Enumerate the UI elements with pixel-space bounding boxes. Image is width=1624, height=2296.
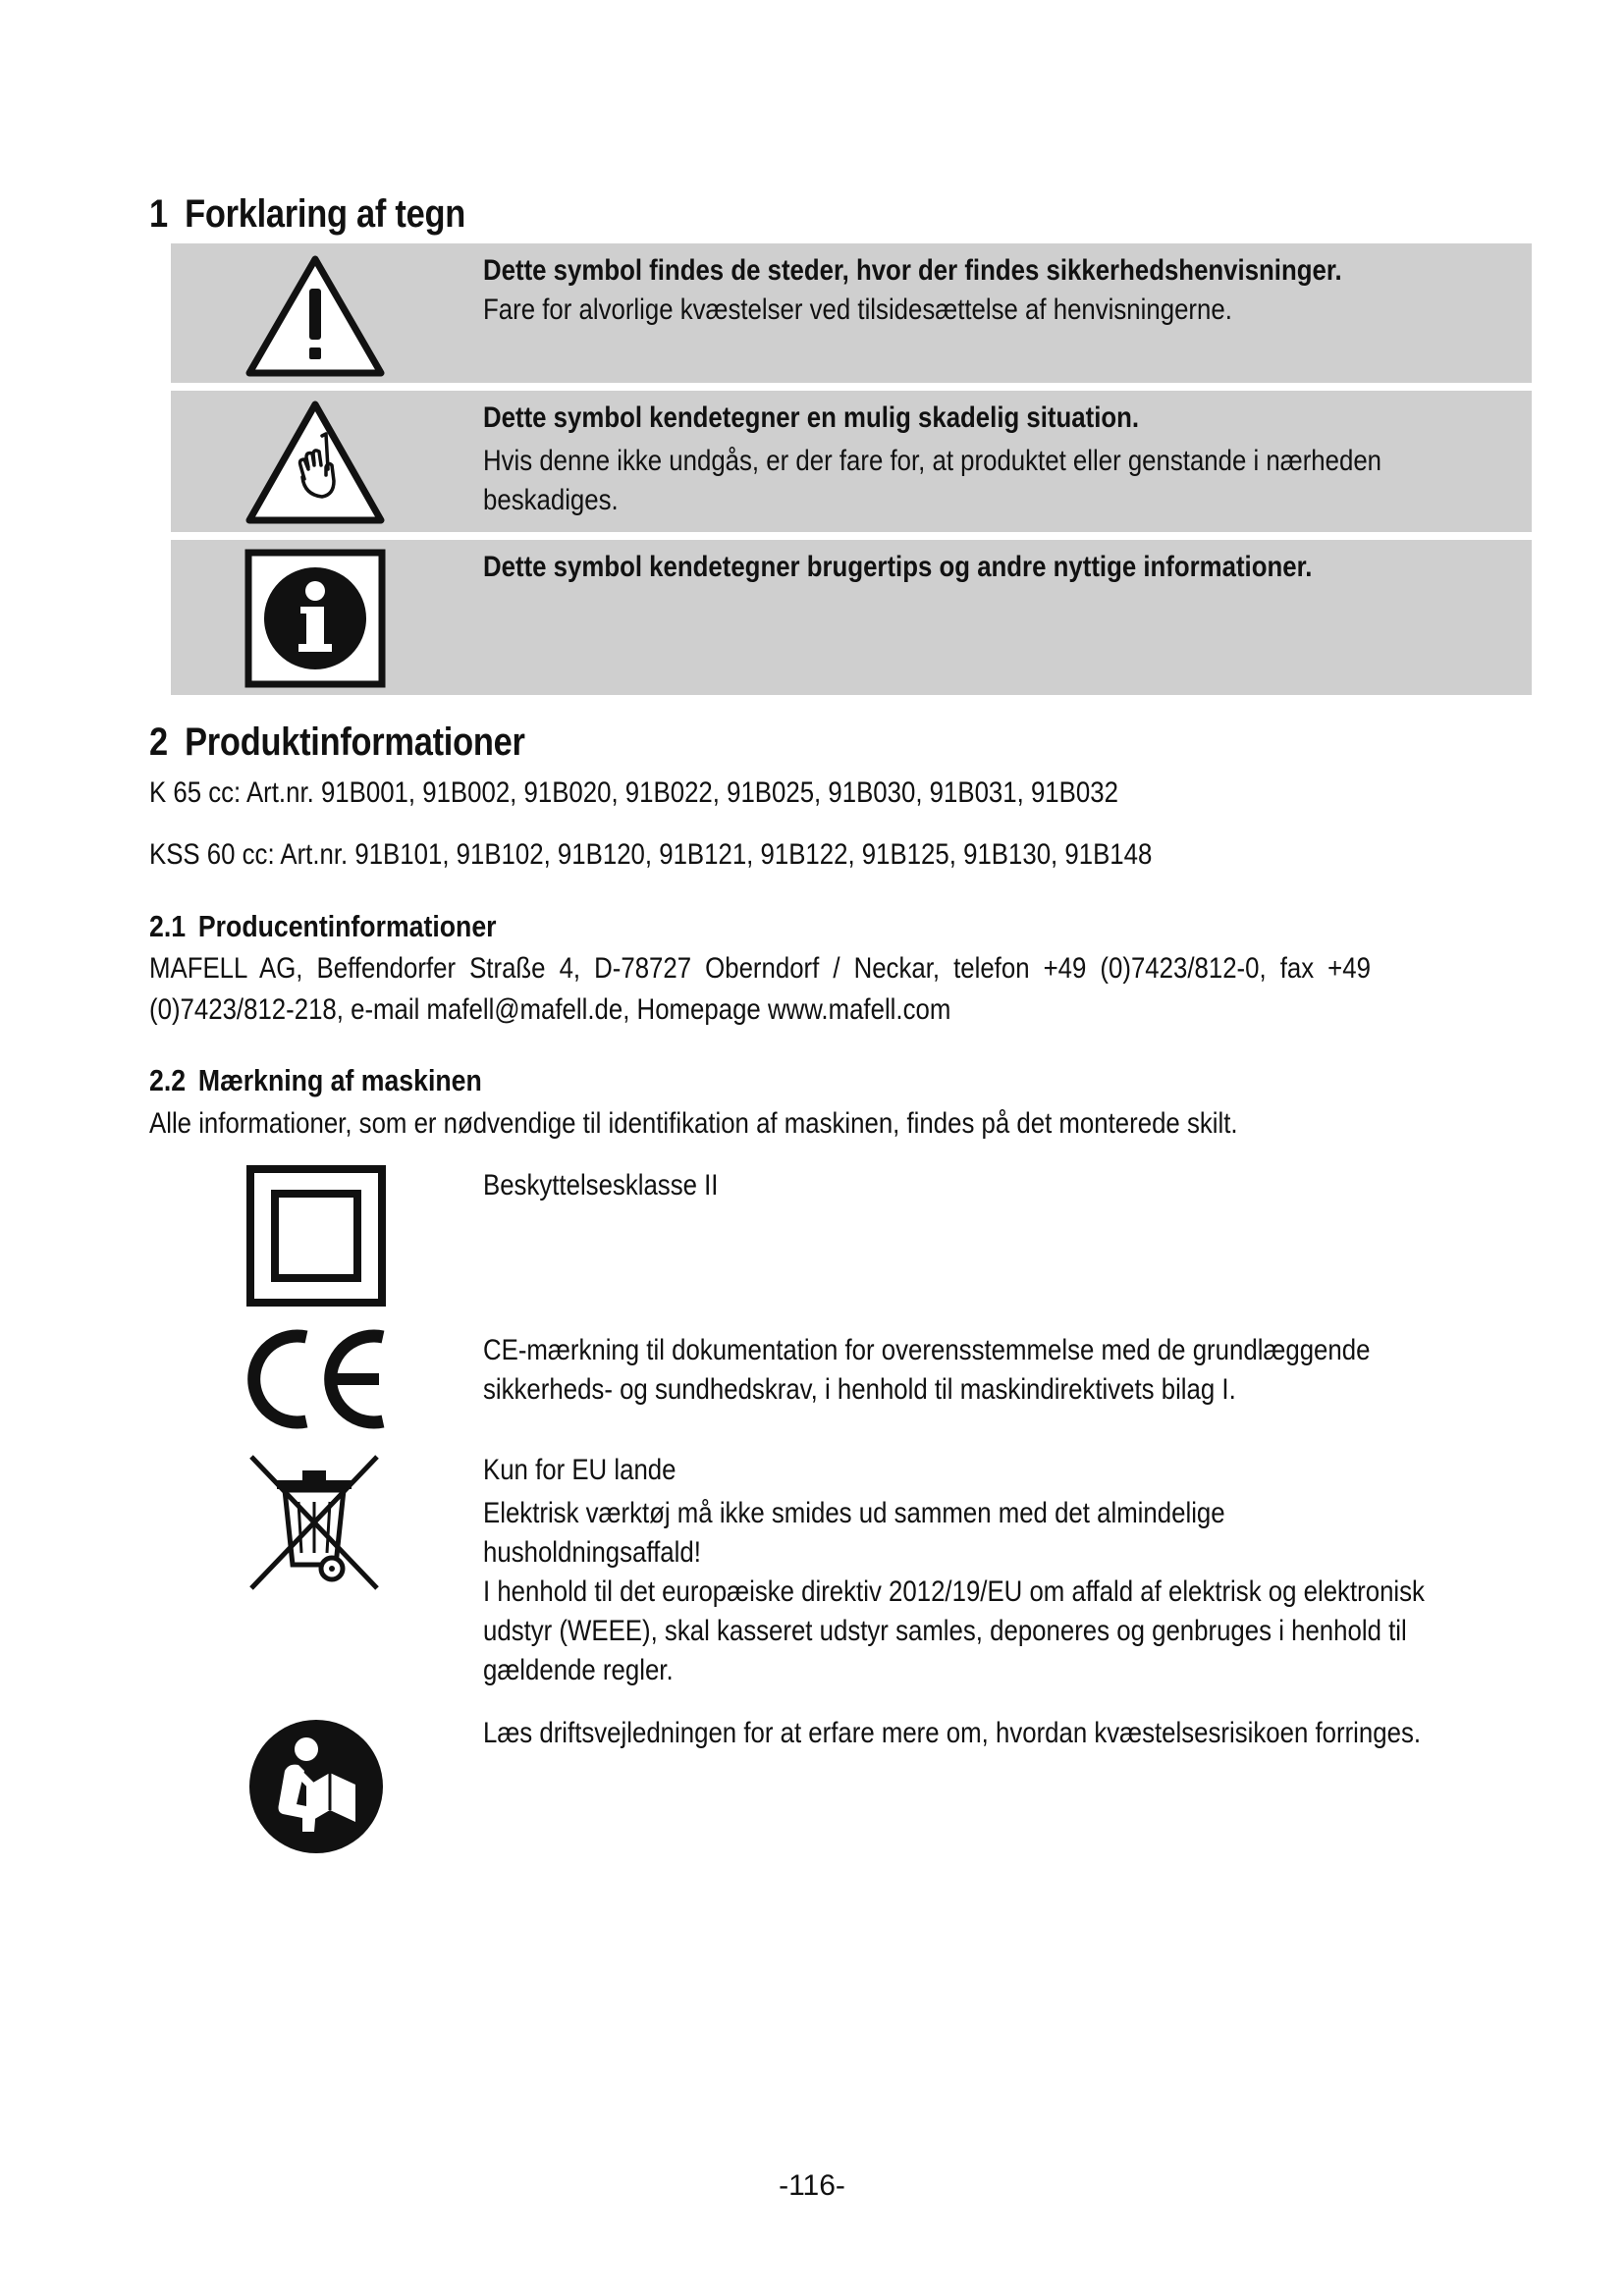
legend-text-caution: Dette symbol kendetegner en mulig skadelig situation. Hvis denne ikke undgås, er der fare for, at produktet eller genstande i nærheden beskadiges.: [483, 401, 1382, 516]
info-icon: [244, 548, 387, 694]
legend-row-caution: [171, 391, 1532, 532]
section-2-2-heading: 2.2 Mærkning af maskinen: [149, 1063, 482, 1097]
section-2-1-heading: 2.1 Producentinformationer: [149, 909, 497, 943]
ce-mark-icon: [245, 1327, 391, 1436]
read-manual-icon: [245, 1716, 387, 1862]
legend-text-info: Dette symbol kendetegner brugertips og andre nyttige informationer.: [483, 551, 1313, 583]
protection-class-ii-icon: [245, 1164, 387, 1312]
page-number: -116-: [779, 2169, 845, 2202]
symbol-text-weee: Kun for EU lande Elektrisk værktøj må ikke smides ud sammen med det almindelige husholdningsaffald! I henhold til det europæiske direktiv 2012/19/EU om affald af elektrisk og elektronisk udstyr (WEEE), skal kasseret udstyr samles, deponeres og genbruges i henhold til gældende regler.: [483, 1454, 1425, 1686]
legend-row-info: [171, 540, 1532, 695]
caution-hand-triangle-icon: [244, 397, 387, 531]
producer-info: MAFELL AG, Beffendorfer Straße 4, D-78727 Oberndorf / Neckar, telefon +49 (0)7423/812-0, fax +49 (0)7423/812-218, e-mail mafell@mafell.de, Homepage www.mafell.com: [149, 952, 1371, 1026]
legend-text-warning: Dette symbol findes de steder, hvor der findes sikkerhedshenvisninger. Fare for alvorlige kvæstelser ved tilsidesættelse af henvisningerne.: [483, 254, 1342, 326]
symbol-text-protection-class: Beskyttelsesklasse II: [483, 1169, 719, 1201]
symbol-text-read-manual: Læs driftsvejledningen for at erfare mere om, hvordan kvæstelsesrisikoen forringes.: [483, 1717, 1422, 1749]
section-1-heading: 1 Forklaring af tegn: [149, 192, 466, 236]
weee-crossed-bin-icon: [245, 1451, 383, 1599]
warning-triangle-icon: [244, 251, 387, 384]
product-k65: K 65 cc: Art.nr. 91B001, 91B002, 91B020, 91B022, 91B025, 91B030, 91B031, 91B032: [149, 776, 1118, 809]
product-kss60: KSS 60 cc: Art.nr. 91B101, 91B102, 91B120, 91B121, 91B122, 91B125, 91B130, 91B148: [149, 838, 1153, 871]
marking-intro: Alle informationer, som er nødvendige til identifikation af maskinen, findes på det monterede skilt.: [149, 1107, 1238, 1140]
legend-row-warning: [171, 243, 1532, 383]
section-2-heading: 2 Produktinformationer: [149, 721, 525, 764]
symbol-text-ce: CE-mærkning til dokumentation for overensstemmelse med de grundlæggende sikkerheds- og sundhedskrav, i henhold til maskindirektivets bilag I.: [483, 1334, 1371, 1406]
